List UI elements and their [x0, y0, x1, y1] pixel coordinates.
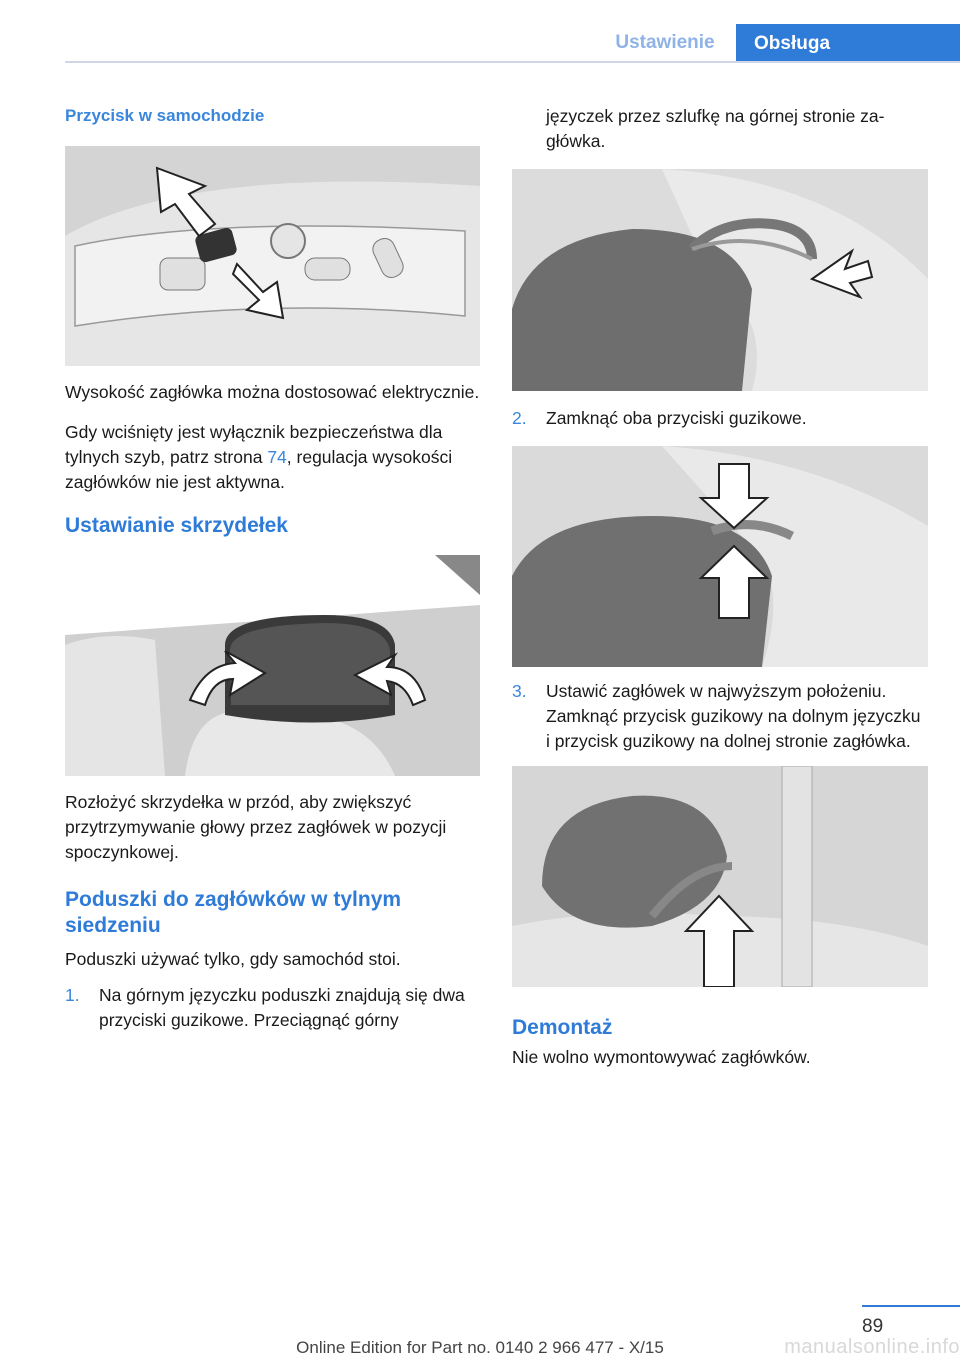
heading-removal: Demontaż	[512, 1016, 613, 1039]
seat-control-buttons-figure	[65, 146, 480, 366]
left-column	[65, 104, 481, 1033]
para-no-removal: Nie wolno wymontowywać zagłówków.	[512, 1047, 811, 1067]
page-link-74[interactable]: 74	[267, 447, 287, 467]
close-both-buttons-figure	[512, 446, 928, 667]
cushion-strap-loop-figure	[512, 169, 928, 391]
para-safety-switch-a: Gdy wciśnięty jest wyłącznik bezpieczeństwa dla tylnych szyb, patrz strona	[65, 422, 443, 467]
step-2	[512, 406, 928, 431]
watermark: manualsonline.info	[784, 1336, 960, 1358]
step-1	[65, 983, 481, 1033]
step-3-text: Ustawić zagłówek w najwyższym położeniu. Zamknąć przycisk guzikowy na dolnym języczku i przycisk guzikowy na dolnej stronie zagłówka.	[546, 681, 921, 751]
heading-wings: Ustawianie skrzydełek	[65, 514, 288, 537]
heading-rear-cushions: Poduszki do zagłówków w tylnym siedzeniu	[65, 888, 402, 937]
footer-rule	[862, 1305, 960, 1307]
para-safety-switch-b: , regulacja wysokości zagłówków nie jest aktywna.	[65, 447, 453, 492]
para-height-electric: Wysokość zagłówka można dostosować elektrycznie.	[65, 382, 480, 402]
step-3-number: 3.	[512, 681, 527, 701]
step-2-text: Zamknąć oba przyciski guzikowe.	[546, 408, 807, 428]
headrest-wings-figure	[65, 555, 480, 776]
header-rule	[65, 61, 960, 63]
heading-button-in-car: Przycisk w samochodzie	[65, 106, 265, 125]
step-1-number: 1.	[65, 985, 80, 1005]
lower-buttons-figure	[512, 766, 928, 987]
step-1-text: Na górnym języczku poduszki znajdują się dwa przyciski guzikowe. Przeciągnąć górny	[99, 985, 465, 1030]
step-1-continued-text: języczek przez szlufkę na górnej stronie zagłówka.	[546, 106, 885, 151]
para-unfold-wings: Rozłożyć skrzydełka w przód, aby zwiększyć przytrzymywanie głowy przez zagłówek w pozycji spoczynkowej.	[65, 792, 447, 862]
para-safety-switch	[65, 420, 481, 495]
tab-chapter[interactable]: Obsługa	[736, 24, 960, 63]
step-1-continued	[512, 104, 928, 154]
right-column	[512, 104, 928, 1070]
edition-line: Online Edition for Part no. 0140 2 966 477 - X/15	[296, 1338, 664, 1357]
para-use-when-stopped: Poduszki używać tylko, gdy samochód stoi.	[65, 949, 401, 969]
tab-section[interactable]: Ustawienie	[615, 32, 715, 53]
page-number: 89	[862, 1316, 884, 1337]
step-3	[512, 679, 928, 754]
step-2-number: 2.	[512, 408, 527, 428]
